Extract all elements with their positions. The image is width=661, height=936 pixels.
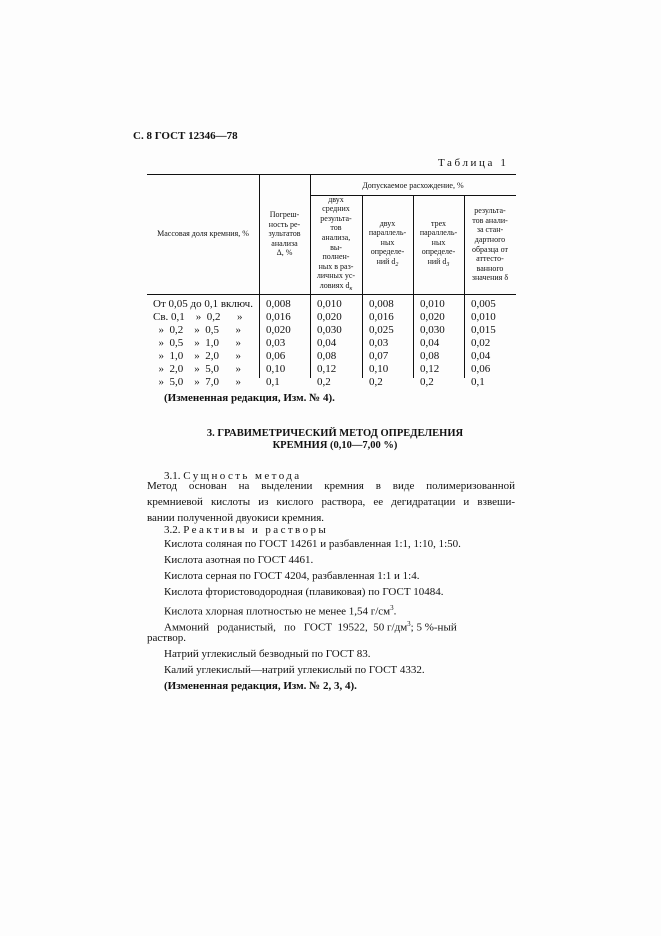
table-cell: 0,016 [369,311,394,323]
row-label: » 5,0 » 7,0 » [153,376,241,388]
table-cell: 0,1 [266,376,280,388]
table-cell: 0,03 [369,337,389,349]
table-cell: 0,016 [266,311,291,323]
paragraph-line: вании полученной двуокиси кремния. [147,512,325,524]
paragraph-line: кремниевой кислоты из кислого раствора, ее дегидратации и взвеши- [147,496,515,508]
table-cell: 0,04 [471,350,491,362]
subsection-3-2-heading: 3.2. Реактивы и растворы [164,524,329,536]
header-two-averages: двух средних результа- тов анализа, вы- полнен- ных в раз- личных ус- ловиях $d_к$ [316,194,356,292]
table-cell: 0,010 [471,311,496,323]
reagent-item: Кислота фтористоводородная (плавиковая) по ГОСТ 10484. [164,586,444,598]
row-label: Св. 0,1 » 0,2 » [153,311,243,323]
page-header: С. 8 ГОСТ 12346—78 [133,130,238,142]
reagent-item: Калий углекислый—натрий углекислый по ГОСТ 4332. [164,664,425,676]
table-cell: 0,08 [420,350,440,362]
table-label: Таблица 1 [438,157,509,169]
row-label: » 0,2 » 0,5 » [153,324,241,336]
table-cell: 0,04 [317,337,337,349]
table-cell: 0,10 [266,363,286,375]
header-error: Погреш- ность ре- зультатов анализа Δ, % [268,210,301,258]
revision-note: (Измененная редакция, Изм. № 4). [164,392,335,404]
table-cell: 0,008 [369,298,394,310]
header-standard-sample: результа- тов анали- за стан- дартного образца от аттесто- ванного значения δ [471,206,509,283]
row-label: » 0,5 » 1,0 » [153,337,241,349]
table-cell: 0,005 [471,298,496,310]
table-cell: 0,2 [369,376,383,388]
reagent-item: Кислота соляная по ГОСТ 14261 и разбавленная 1:1, 1:10, 1:50. [164,538,461,550]
reagent-item: Аммоний роданистый, по ГОСТ 19522, 50 $г/дм^3$; 5 %-ный [164,620,457,634]
table-cell: 0,07 [369,350,389,362]
table-cell: 0,025 [369,324,394,336]
row-label: » 1,0 » 2,0 » [153,350,241,362]
table-cell: 0,10 [369,363,389,375]
reagent-item: Кислота хлорная плотностью не менее 1,54 $г/см^3$. [164,604,397,618]
section-title: 3. ГРАВИМЕТРИЧЕСКИЙ МЕТОД ОПРЕДЕЛЕНИЯ КРЕМНИЯ (0,10—7,00 %) [206,428,464,451]
table-cell: 0,08 [317,350,337,362]
reagent-item: Кислота серная по ГОСТ 4204, разбавленная 1:1 и 1:4. [164,570,420,582]
table-cell: 0,12 [317,363,337,375]
table-cell: 0,008 [266,298,291,310]
table-cell: 0,12 [420,363,440,375]
reagent-item: Натрий углекислый безводный по ГОСТ 83. [164,648,371,660]
table-cell: 0,030 [317,324,342,336]
table-cell: 0,020 [317,311,342,323]
table-cell: 0,010 [420,298,445,310]
subsection-3-1-heading: 3.1. Сущность метода [164,470,302,482]
table-cell: 0,020 [266,324,291,336]
row-label: » 2,0 » 5,0 » [153,363,241,375]
header-mass-fraction: Массовая доля кремния, % [157,229,249,239]
reagent-item: Кислота азотная по ГОСТ 4461. [164,554,314,566]
table-cell: 0,030 [420,324,445,336]
header-two-parallel: двух параллель- ных определе- ний $d_2$ [368,218,407,268]
table-cell: 0,02 [471,337,491,349]
paragraph-line: Метод основан на выделении кремния в виде полимеризованной [147,480,515,492]
header-allowed-discrepancy: Допускаемое расхождение, % [362,180,464,190]
table-cell: 0,2 [317,376,331,388]
row-label: От 0,05 до 0,1 включ. [153,298,253,310]
reagent-item-continued: раствор. [147,632,186,644]
table-cell: 0,03 [266,337,286,349]
header-three-parallel: трех параллель- ных определе- ний $d_3$ [419,218,458,268]
revision-note: (Измененная редакция, Изм. № 2, 3, 4). [164,680,357,692]
table-cell: 0,04 [420,337,440,349]
table-cell: 0,015 [471,324,496,336]
table-cell: 0,06 [266,350,286,362]
table-cell: 0,010 [317,298,342,310]
table-cell: 0,020 [420,311,445,323]
table-cell: 0,2 [420,376,434,388]
table-cell: 0,1 [471,376,485,388]
table-cell: 0,06 [471,363,491,375]
